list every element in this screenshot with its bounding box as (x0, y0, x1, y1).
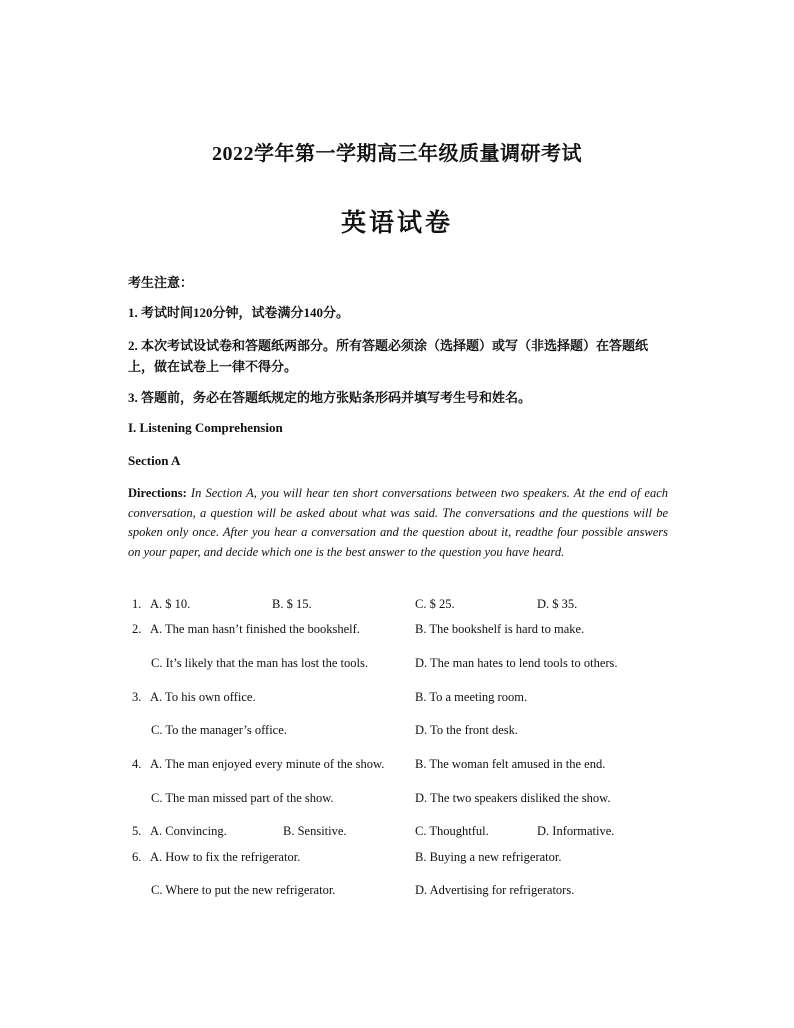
option-d: D. To the front desk. (415, 723, 519, 737)
exam-subtitle: 英语试卷 (340, 210, 453, 237)
section-heading: Section A (128, 453, 181, 468)
option-a: A. The man hasn’t finished the bookshelf. (150, 622, 360, 636)
question-6-row-2 (128, 883, 688, 903)
option-c: C. To the manager’s office. (151, 723, 287, 737)
option-a: A. Convincing. (150, 824, 227, 838)
option-a: A. How to fix the refrigerator. (150, 850, 301, 864)
option-a: A. To his own office. (150, 690, 256, 704)
directions (128, 484, 668, 562)
note-item-3: 3. 答题前，务必在答题纸规定的地方张贴条形码并填写考生号和姓名。 (128, 390, 532, 405)
part-heading: I. Listening Comprehension (128, 420, 283, 435)
option-c: C. Thoughtful. (415, 824, 489, 838)
question-number: 5. (132, 824, 142, 838)
option-d: D. Informative. (537, 824, 615, 838)
option-b: B. To a meeting room. (415, 690, 528, 704)
question-number: 4. (132, 757, 142, 771)
option-d: D. $ 35. (537, 597, 578, 611)
question-number: 6. (132, 850, 142, 864)
question-2 (128, 622, 688, 642)
question-number: 2. (132, 622, 142, 636)
option-d: D. Advertising for refrigerators. (415, 883, 575, 897)
option-d: D. The two speakers disliked the show. (415, 791, 611, 805)
question-number: 1. (132, 597, 142, 611)
note-item-2: 2. 本次考试设试卷和答题纸两部分。所有答题必须涂（选择题）或写（非选择题）在答题纸上，做在试卷上一律不得分。 (128, 338, 649, 374)
question-2-row-2 (128, 656, 688, 676)
option-c: C. The man missed part of the show. (151, 791, 334, 805)
option-b: B. The bookshelf is hard to make. (415, 622, 585, 636)
question-4-row-2 (128, 791, 688, 811)
option-a: A. $ 10. (150, 597, 191, 611)
question-5 (128, 824, 688, 844)
question-number: 3. (132, 690, 142, 704)
question-3 (128, 690, 688, 710)
option-a: A. The man enjoyed every minute of the show. (150, 757, 385, 771)
option-b: B. The woman felt amused in the end. (415, 757, 606, 771)
option-c: C. Where to put the new refrigerator. (151, 883, 336, 897)
option-d: D. The man hates to lend tools to others. (415, 656, 618, 670)
directions-label: Directions: (128, 486, 187, 500)
question-3-row-2 (128, 723, 688, 743)
question-1 (128, 597, 688, 617)
question-6 (128, 850, 688, 870)
directions-text: In Section A, you will hear ten short conversations between two speakers. At the end of each conversation, a question will be asked about what was said. The conversations and the questions will be spoken only once. After you hear a conversation and the question about it, readthe four possible answers on your paper, and decide which one is the best answer to the question you have heard. (128, 486, 669, 559)
question-4 (128, 757, 688, 777)
exam-title: 2022学年第一学期高三年级质量调研考试 (212, 143, 582, 165)
notes-heading: 考生注意： (128, 275, 194, 290)
note-item-1: 1. 考试时间120分钟，试卷满分140分。 (128, 305, 350, 320)
option-b: B. Buying a new refrigerator. (415, 850, 562, 864)
option-b: B. Sensitive. (283, 824, 347, 838)
option-c: C. It’s likely that the man has lost the tools. (151, 656, 368, 670)
option-b: B. $ 15. (272, 597, 312, 611)
option-c: C. $ 25. (415, 597, 455, 611)
